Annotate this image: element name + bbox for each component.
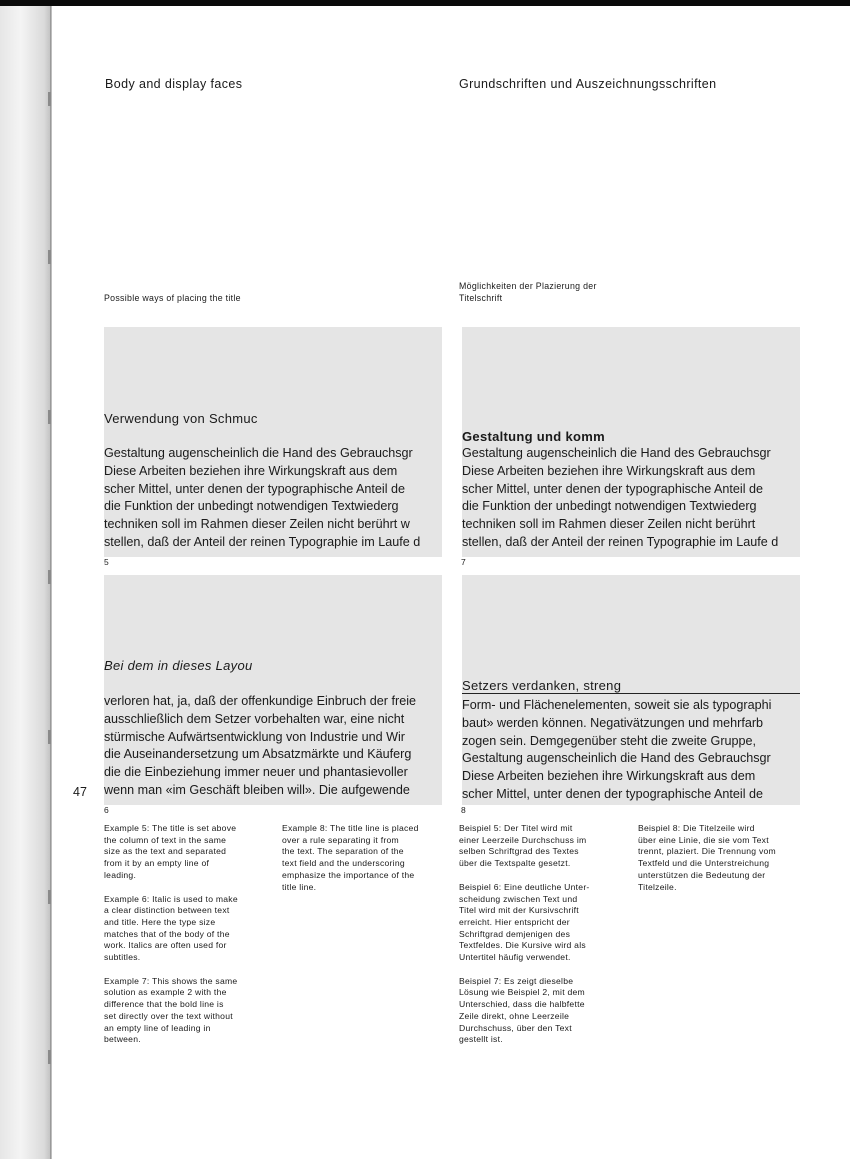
notes-en-col1	[104, 823, 264, 1058]
note-example-6: Example 6: Italic is used to make a clear distinction between text and title. Here the type size matches that of the body of the work. Italics are often used for subtitles.	[104, 893, 238, 963]
caption-left: Possible ways of placing the title	[104, 293, 241, 303]
binding-mark	[48, 890, 51, 904]
text-line: Gestaltung augenscheinlich die Hand des Gebrauchsgr	[462, 446, 771, 460]
header-left: Body and display faces	[105, 77, 243, 91]
binding-gutter	[0, 6, 52, 1159]
text-line: Diese Arbeiten beziehen ihre Wirkungskraft aus dem	[104, 463, 398, 478]
text-line: die Auseinandersetzung um Absatzmärkte und Käuferg	[104, 747, 412, 762]
text-line: scher Mittel, unter denen der typographische Anteil de	[104, 481, 406, 496]
text-line: Gestaltung augenscheinlich die Hand des Gebrauchsgr	[462, 751, 771, 766]
example-5-number: 5	[104, 557, 109, 567]
text-line: zogen sein. Demgegenüber steht die zweite Gruppe,	[462, 733, 757, 748]
note-beispiel-6: Beispiel 6: Eine deutliche Unter- scheidung zwischen Text und Titel wird mit der Kursivschrift erreicht. Hier entspricht der Schriftgrad demjenigen des Textfeldes. Die Kursive wird als Untertitel häufig verwendet.	[459, 881, 590, 963]
binding-mark	[48, 1050, 51, 1064]
note-example-7: Example 7: This shows the same solution as example 2 with the difference that the bold line is set directly over the text without an empty line of leading in between.	[104, 975, 238, 1045]
example-6-title: Bei dem in dieses Layou	[104, 658, 253, 673]
text-line: Diese Arbeiten beziehen ihre Wirkungskraft aus dem	[462, 769, 756, 784]
text-line: die Funktion der unbedingt notwendigen Textwiederg	[104, 499, 399, 514]
binding-mark	[48, 730, 51, 744]
page-top-edge	[0, 0, 850, 6]
text-line: die Funktion der unbedingt notwendigen Textwiederg	[462, 499, 757, 514]
text-line: Diese Arbeiten beziehen ihre Wirkungskraft aus dem	[462, 463, 756, 478]
example-8-number: 8	[461, 805, 466, 815]
title-rule	[462, 693, 800, 694]
text-line: baut» werden können. Negativätzungen und mehrfarb	[462, 715, 764, 730]
text-line: wenn man «im Geschäft bleiben will». Die aufgewende	[104, 782, 410, 797]
example-6-panel	[104, 575, 442, 805]
example-5-title: Verwendung von Schmuc	[104, 411, 258, 426]
notes-de-col2	[638, 823, 798, 905]
text-line: stellen, daß der Anteil der reinen Typographie im Laufe d	[104, 534, 421, 549]
text-line: scher Mittel, unter denen der typographische Anteil de	[462, 481, 764, 496]
example-8-title: Setzers verdanken, streng	[462, 678, 622, 693]
example-6-number: 6	[104, 805, 109, 815]
example-5-panel	[104, 327, 442, 557]
text-line: stellen, daß der Anteil der reinen Typographie im Laufe d	[462, 534, 779, 549]
example-6-text	[104, 693, 442, 800]
example-8-panel	[462, 575, 800, 805]
text-line: die die Einbeziehung immer neuer und phantasievoller	[104, 765, 408, 780]
example-7-text	[462, 445, 800, 552]
caption-right-line-1: Möglichkeiten der Plazierung der	[459, 281, 597, 291]
note-beispiel-8: Beispiel 8: Die Titelzeile wird über eine Linie, die sie vom Text trennt, plaziert. Die Trennung vom Textfeld und die Unterstreichung unterstützen die Bedeutung der Titelzeile.	[638, 823, 776, 892]
text-line: techniken soll im Rahmen dieser Zeilen nicht berührt	[462, 517, 756, 532]
example-5-text	[104, 445, 442, 552]
note-example-8: Example 8: The title line is placed over a rule separating it from the text. The separation of the text field and the underscoring emphasize the importance of the title line.	[282, 823, 419, 892]
example-7-number: 7	[461, 557, 466, 567]
text-line: Form- und Flächenelementen, soweit sie als typographi	[462, 698, 772, 712]
notes-de-col1	[459, 823, 619, 1058]
page-number: 47	[73, 785, 87, 799]
caption-right-line-2: Titelschrift	[459, 293, 503, 303]
example-7-title: Gestaltung und komm	[462, 429, 605, 444]
binding-mark	[48, 92, 51, 106]
binding-mark	[48, 410, 51, 424]
binding-mark	[48, 250, 51, 264]
example-8-text	[462, 697, 800, 804]
text-line: Gestaltung augenscheinlich die Hand des Gebrauchsgr	[104, 446, 413, 460]
note-beispiel-5: Beispiel 5: Der Titel wird mit einer Leerzeile Durchschuss im selben Schriftgrad des Textes über die Textspalte gesetzt.	[459, 823, 587, 869]
note-beispiel-7: Beispiel 7: Es zeigt dieselbe Lösung wie Beispiel 2, mit dem Unterschied, dass die halbfette Zeile direkt, ohne Leerzeile Durchschuss, über den Text gestellt ist.	[459, 975, 585, 1045]
note-example-5: Example 5: The title is set above the column of text in the same size as the text and separated from it by an empty line of leading.	[104, 823, 237, 880]
header-right: Grundschriften und Auszeichnungsschriften	[459, 77, 717, 91]
example-7-panel	[462, 327, 800, 557]
text-line: verloren hat, ja, daß der offenkundige Einbruch der freie	[104, 694, 417, 708]
binding-mark	[48, 570, 51, 584]
notes-en-col2	[282, 823, 442, 905]
text-line: ausschließlich dem Setzer vorbehalten war, eine nicht	[104, 711, 405, 726]
text-line: scher Mittel, unter denen der typographische Anteil de	[462, 786, 764, 801]
text-line: techniken soll im Rahmen dieser Zeilen nicht berührt w	[104, 517, 410, 532]
text-line: stürmische Aufwärtsentwicklung von Industrie und Wir	[104, 729, 405, 744]
